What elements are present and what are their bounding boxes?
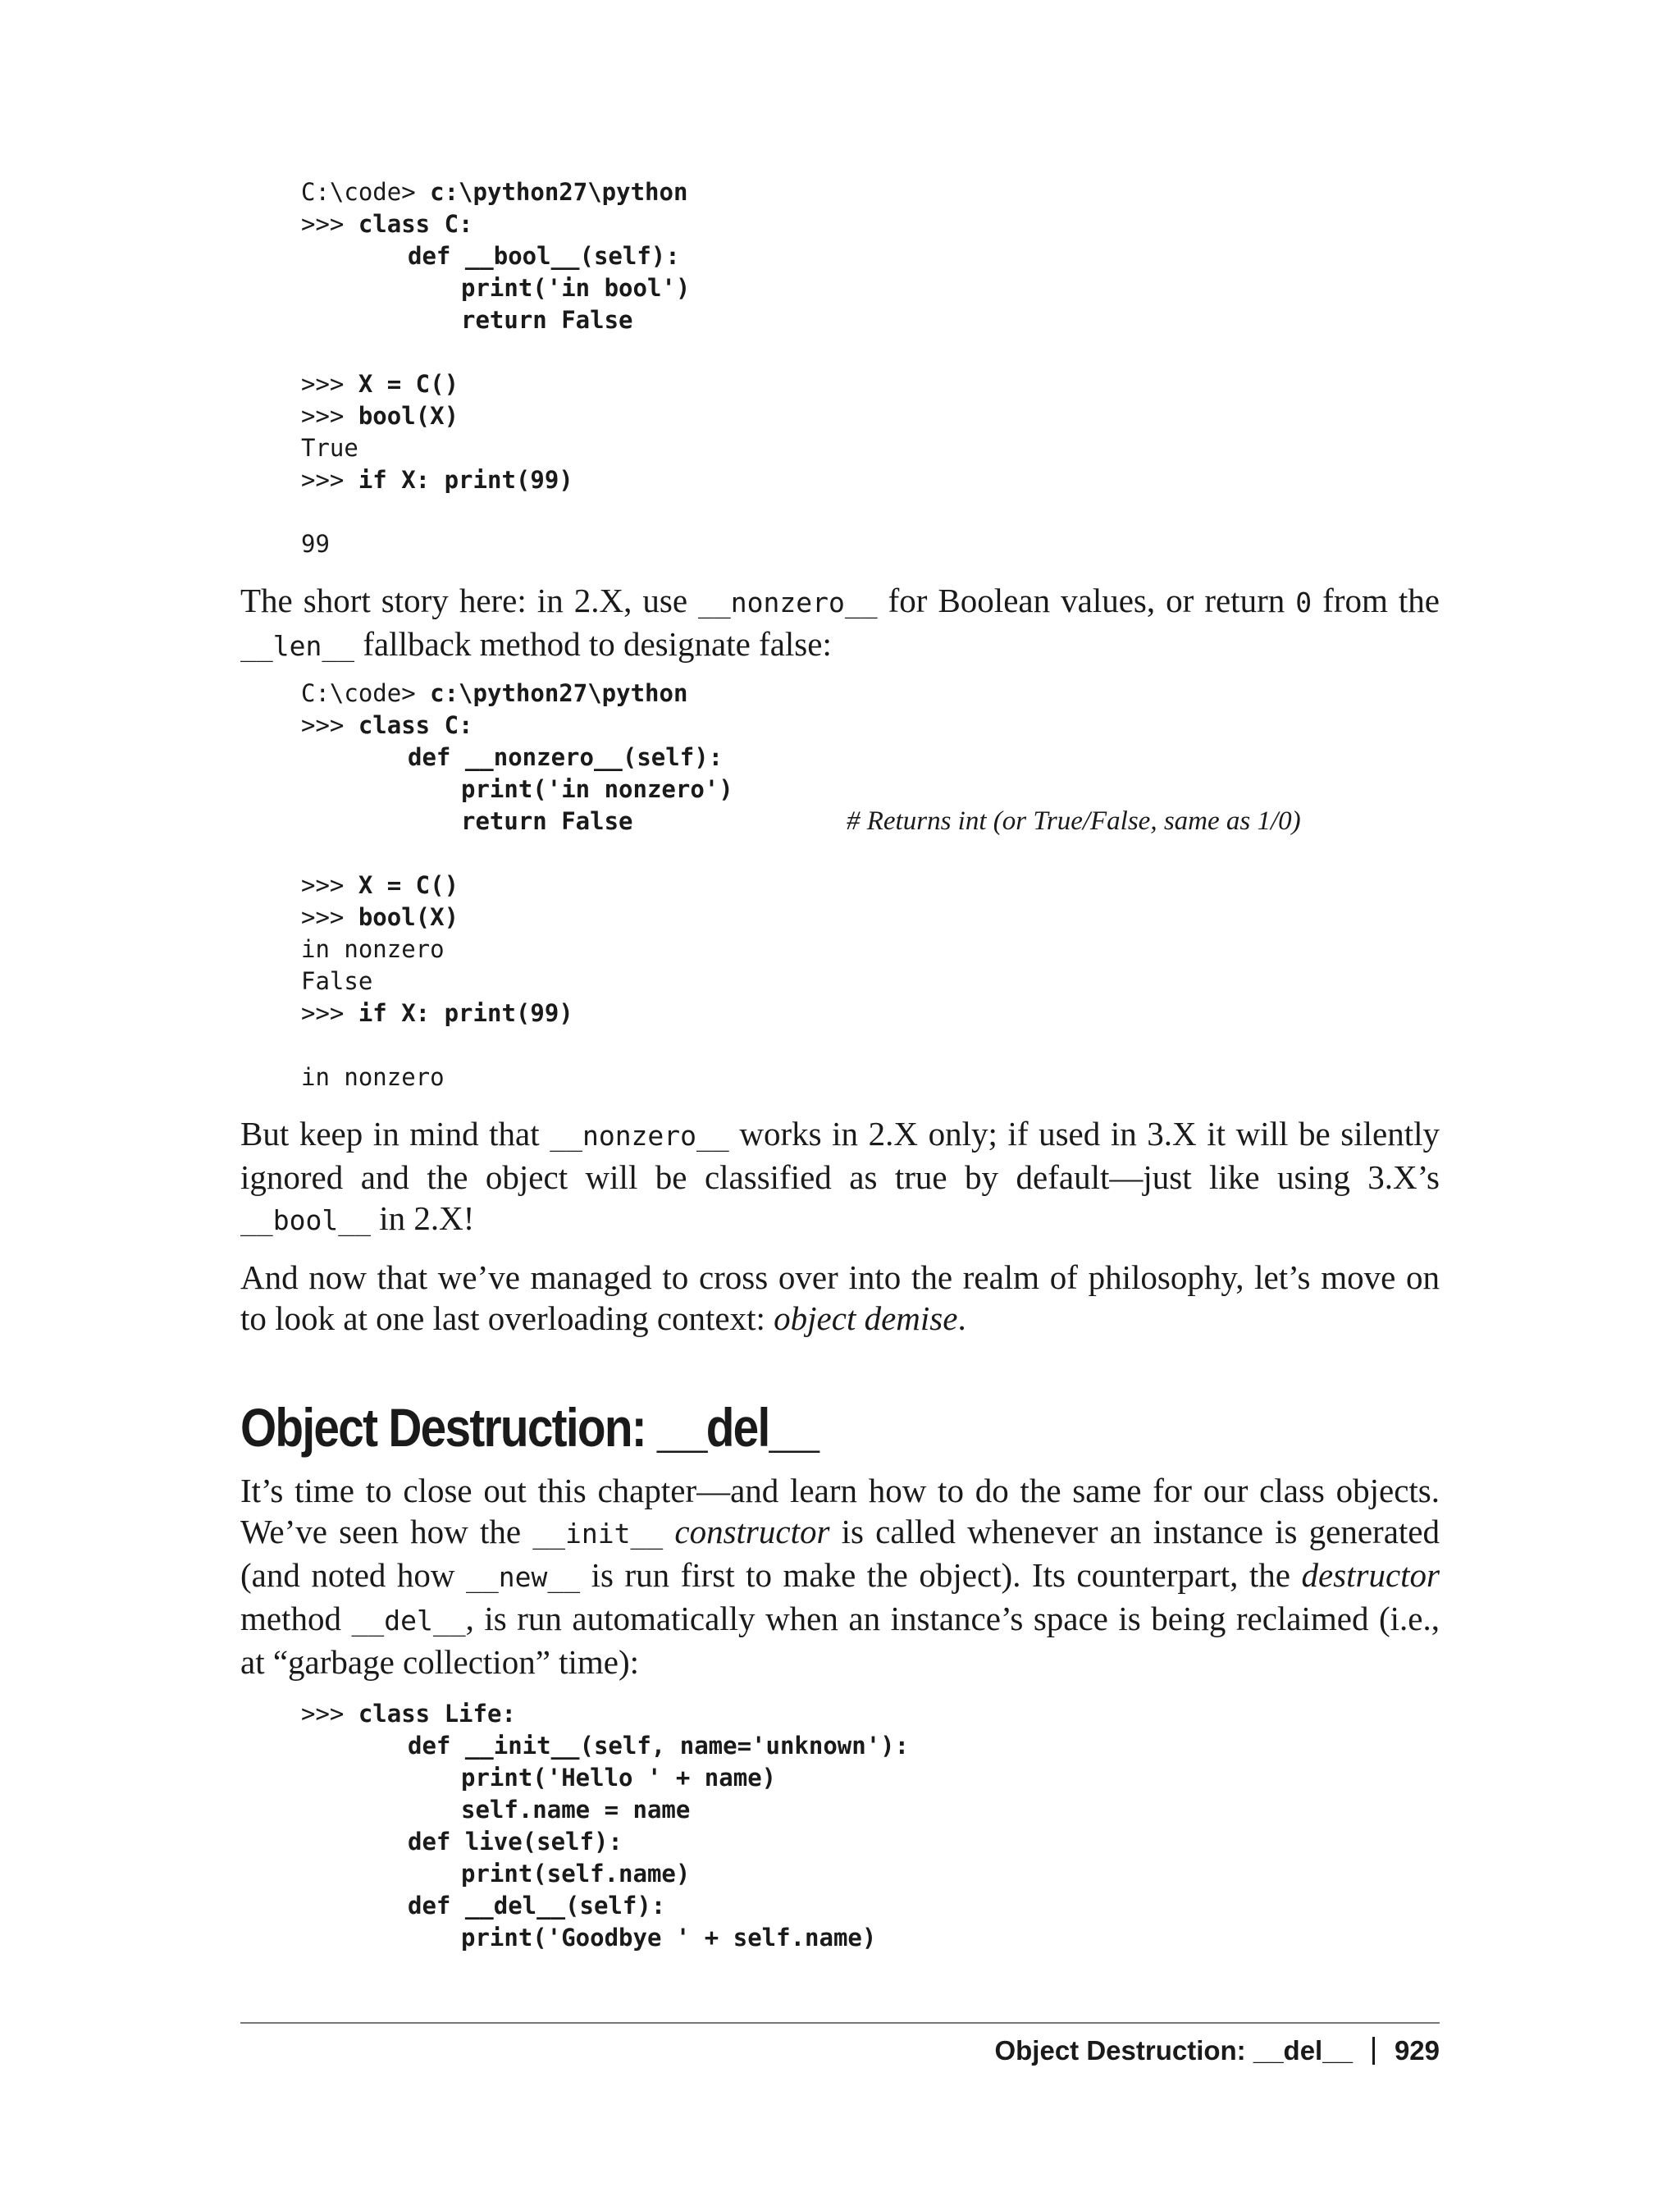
- code-command: if X: print(99): [358, 466, 573, 494]
- code-line: [301, 208, 690, 240]
- code-prompt: >>>: [301, 402, 358, 430]
- code-command: X = C(): [358, 370, 459, 398]
- code-line: [301, 464, 690, 496]
- code-command: class C:: [358, 711, 473, 739]
- code-line: [301, 838, 733, 870]
- code-line: [301, 496, 690, 528]
- code-line: [301, 1890, 909, 1922]
- code-line: [301, 774, 733, 806]
- code-line: [301, 1698, 909, 1730]
- code-line: [301, 998, 733, 1029]
- code-command: print(self.name): [461, 1860, 691, 1888]
- code-command: class C:: [358, 210, 473, 238]
- code-line: [301, 1029, 733, 1061]
- code-line: [301, 966, 733, 998]
- page-footer: [994, 2033, 1440, 2069]
- code-line: [301, 710, 733, 742]
- code-output: False: [301, 967, 373, 995]
- code-output: True: [301, 434, 358, 462]
- code-block-nonzero: [301, 678, 1301, 1093]
- code-prompt: >>>: [301, 466, 358, 494]
- code-line: [301, 240, 690, 272]
- code-line: [301, 678, 733, 710]
- code-command: bool(X): [358, 402, 459, 430]
- code-line: [301, 528, 690, 560]
- code-line: [301, 1922, 909, 1954]
- code-prompt: >>>: [301, 210, 358, 238]
- code-prompt: >>>: [301, 1700, 358, 1728]
- code-output: in nonzero: [301, 935, 445, 963]
- code-comment: # Returns int (or True/False, same as 1/0): [847, 806, 1301, 836]
- code-line: [301, 1061, 733, 1093]
- footer-separator: [1372, 2037, 1375, 2065]
- code-line: [301, 336, 690, 368]
- paragraph-transition: And now that we’ve managed to cross over into the realm of philosophy, let’s move on to look at one last overloading context: object demise.: [240, 1258, 1440, 1337]
- paragraph-nonzero-intro: The short story here: in 2.X, use __nonzero__ for Boolean values, or return 0 from the __len__ fallback method to designate false:: [240, 582, 1440, 663]
- code-line: [301, 1826, 909, 1858]
- paragraph-nonzero-caveat: But keep in mind that __nonzero__ works in 2.X only; if used in 3.X it will be silently ignored and the object will be classified as true by default—just like using 3.X’s __bool__ in 2.X!: [240, 1115, 1440, 1237]
- code-output: 99: [301, 530, 330, 558]
- code-command: def __bool__(self):: [408, 242, 680, 270]
- code-command: print('Hello ' + name): [461, 1764, 777, 1792]
- code-command: self.name = name: [461, 1796, 691, 1824]
- code-command: def __init__(self, name='unknown'):: [408, 1732, 910, 1760]
- footer-rule: [240, 2022, 1440, 2024]
- code-command: class Life:: [358, 1700, 516, 1728]
- code-command: X = C(): [358, 871, 459, 899]
- section-heading: Object Destruction: __del__: [240, 1397, 819, 1458]
- code-command: print('Goodbye ' + self.name): [461, 1924, 877, 1952]
- code-line: [301, 902, 733, 934]
- code-line: [301, 1762, 909, 1794]
- code-line: [301, 934, 733, 966]
- code-line: [301, 368, 690, 400]
- code-prompt: >>>: [301, 370, 358, 398]
- code-prompt: >>>: [301, 711, 358, 739]
- code-line: [301, 432, 690, 464]
- page-number: 929: [1394, 2035, 1440, 2066]
- paragraph-destructor-intro: It’s time to close out this chapter—and learn how to do the same for our class objects. We’ve seen how the __init__ constructor is called whenever an instance is generated (and noted how __new__ is run first to make the object). Its counterpart, the destructor method __del__, is run automatically when an instance’s space is being reclaimed (i.e., at “garbage collection” time):: [240, 1472, 1440, 1681]
- code-line: [301, 806, 1301, 838]
- code-command: def __del__(self):: [408, 1892, 666, 1920]
- code-command: def __nonzero__(self):: [408, 743, 724, 771]
- code-line: [301, 742, 733, 774]
- code-command: return False: [461, 807, 633, 835]
- code-line: [301, 400, 690, 432]
- code-line: [301, 176, 690, 208]
- code-line: [301, 1858, 909, 1890]
- code-command: print('in bool'): [461, 274, 691, 302]
- code-block-life-class: [301, 1698, 909, 1954]
- code-command: bool(X): [358, 903, 459, 931]
- code-command: def live(self):: [408, 1828, 623, 1856]
- code-line: [301, 272, 690, 304]
- code-output: in nonzero: [301, 1063, 445, 1091]
- code-command: return False: [461, 306, 633, 334]
- code-command: print('in nonzero'): [461, 775, 733, 803]
- code-command: if X: print(99): [358, 999, 573, 1027]
- code-line: [301, 870, 733, 902]
- code-command: c:\python27\python: [430, 178, 688, 206]
- code-prompt: >>>: [301, 999, 358, 1027]
- code-prompt: C:\code>: [301, 178, 431, 206]
- code-prompt: C:\code>: [301, 679, 431, 707]
- code-line: [301, 1730, 909, 1762]
- code-block-bool: [301, 176, 690, 560]
- code-line: [301, 304, 690, 336]
- code-command: c:\python27\python: [430, 679, 688, 707]
- footer-section-title: Object Destruction: __del__: [994, 2035, 1353, 2066]
- code-prompt: >>>: [301, 871, 358, 899]
- code-prompt: >>>: [301, 903, 358, 931]
- code-line: [301, 1794, 909, 1826]
